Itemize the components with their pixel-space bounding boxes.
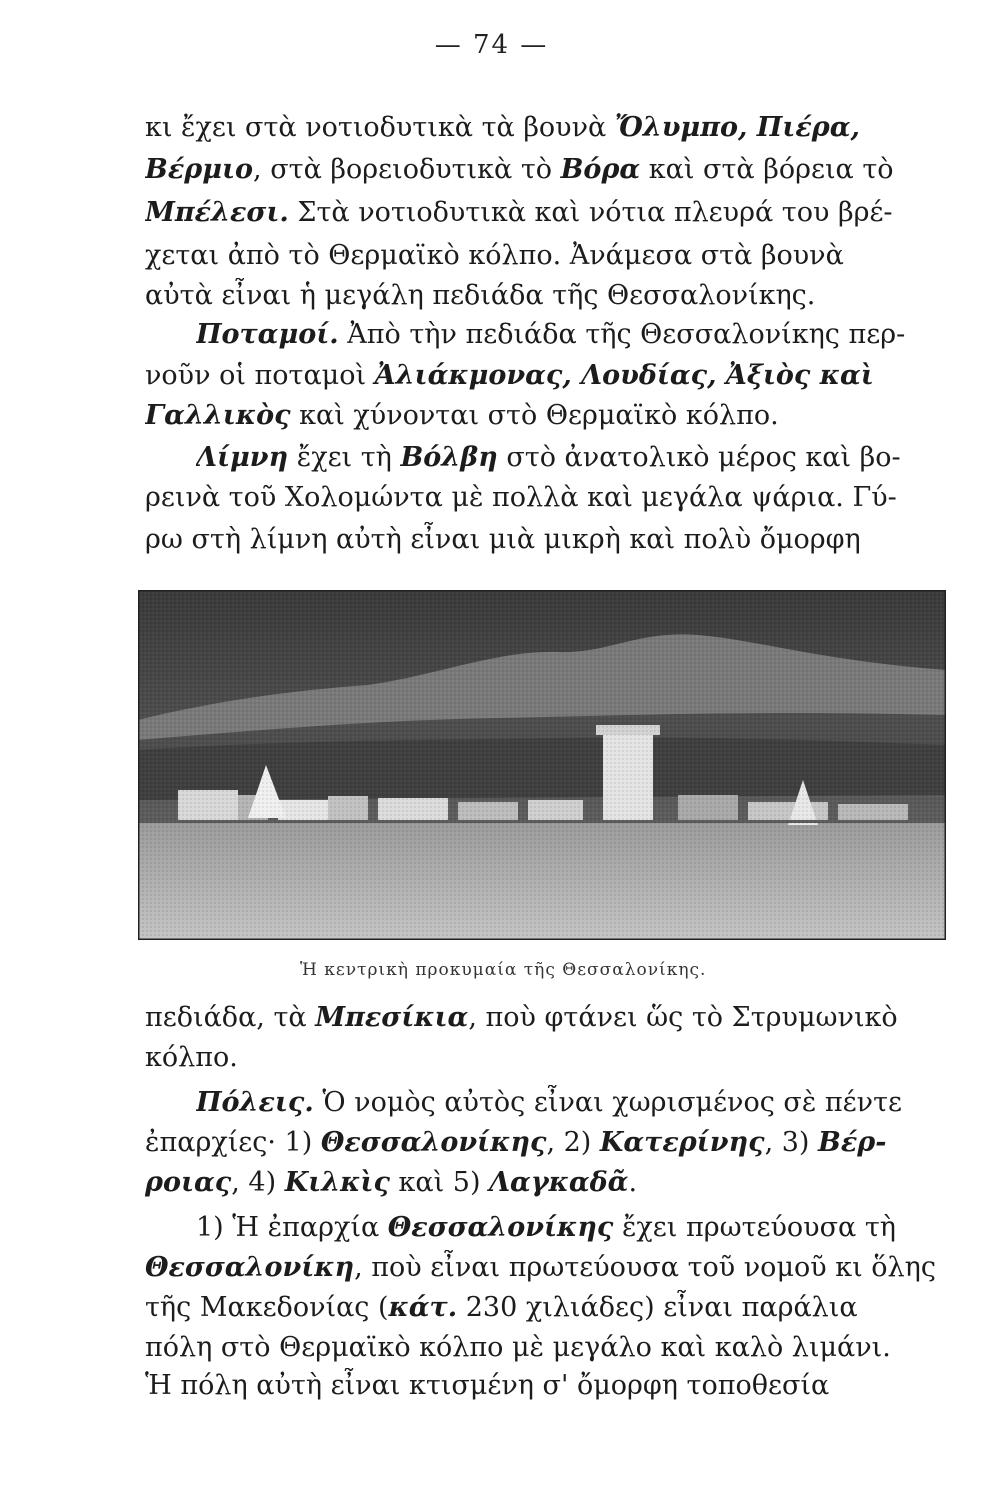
emphasized-term: ροιας	[145, 1167, 232, 1198]
text-line: ρεινὰ τοῦ Χολομώντα μὲ πολλὰ καὶ μεγάλα ψάρια. Γύ-	[145, 482, 897, 513]
harbor-photo	[138, 590, 946, 940]
emphasized-term: Ὄλυμπο, Πιέρα,	[614, 112, 860, 143]
emphasized-term: Μπέλεσι.	[145, 197, 289, 228]
text-line: Λίμνη ἔχει τὴ Βόλβη στὸ ἀνατολικὸ μέρος καὶ βο-	[196, 442, 901, 473]
text-line: κόλπο.	[145, 1042, 238, 1073]
text-line: Ποταμοί. Ἀπὸ τὴν πεδιάδα τῆς Θεσσαλονίκης περ-	[196, 319, 906, 350]
text-line: κι ἔχει στὰ νοτιοδυτικὰ τὰ βουνὰ Ὄλυμπο, Πιέρα,	[145, 112, 860, 143]
emphasized-term: Βέρμιο	[145, 154, 254, 185]
text-line: τῆς Μακεδονίας (κάτ. 230 χιλιάδες) εἶναι παράλια	[145, 1292, 858, 1323]
text-line: Μπέλεσι. Στὰ νοτιοδυτικὰ καὶ νότια πλευρά του βρέ-	[145, 197, 893, 228]
text-line: Ἡ πόλη αὐτὴ εἶναι κτισμένη σ' ὄμορφη τοποθεσία	[145, 1370, 830, 1401]
emphasized-term: Θεσσαλονίκης	[387, 1212, 614, 1243]
emphasized-term: Βέρ-	[818, 1127, 887, 1158]
emphasized-term: Κατερίνης	[599, 1127, 765, 1158]
emphasized-term: Λαγκαδᾶ	[489, 1167, 629, 1198]
photo-caption: Ἡ κεντρικὴ προκυμαία τῆς Θεσσαλονίκης.	[300, 960, 707, 980]
emphasized-term: Πόλεις.	[196, 1087, 314, 1118]
emphasized-term: Μπεσίκια	[315, 1002, 469, 1033]
emphasized-term: κάτ.	[388, 1292, 458, 1323]
emphasized-term: Λίμνη	[196, 442, 289, 473]
emphasized-term: Βόρα	[560, 154, 641, 185]
emphasized-term: Κιλκὶς	[284, 1167, 390, 1198]
text-line: Πόλεις. Ὁ νομὸς αὐτὸς εἶναι χωρισμένος σὲ πέντε	[196, 1087, 903, 1118]
emphasized-term: Θεσσαλονίκης	[320, 1127, 547, 1158]
emphasized-term: Ἀλιάκμονας, Λουδίας, Ἀξιὸς καὶ	[374, 360, 874, 391]
text-line: Γαλλικὸς καὶ χύνονται στὸ Θερμαϊκὸ κόλπο.	[145, 400, 779, 431]
text-line: πόλη στὸ Θερμαϊκὸ κόλπο μὲ μεγάλο καὶ καλὸ λιμάνι.	[145, 1332, 891, 1363]
emphasized-term: Βόλβη	[400, 442, 498, 473]
text-line: χεται ἀπὸ τὸ Θερμαϊκὸ κόλπο. Ἀνάμεσα στὰ βουνὰ	[145, 240, 844, 271]
text-line: ρω στὴ λίμνη αὐτὴ εἶναι μιὰ μικρὴ καὶ πολὺ ὄμορφη	[145, 524, 861, 555]
text-line: Θεσσαλονίκη, ποὺ εἶναι πρωτεύουσα τοῦ νομοῦ κι ὅλης	[145, 1252, 936, 1283]
emphasized-term: Ποταμοί.	[196, 319, 339, 350]
text-line: ροιας, 4) Κιλκὶς καὶ 5) Λαγκαδᾶ.	[145, 1167, 638, 1198]
text-line: αὐτὰ εἶναι ἡ μεγάλη πεδιάδα τῆς Θεσσαλονίκης.	[145, 280, 816, 311]
text-line: ἐπαρχίες· 1) Θεσσαλονίκης, 2) Κατερίνης, 3) Βέρ-	[145, 1127, 887, 1158]
emphasized-term: Γαλλικὸς	[145, 400, 291, 431]
text-line: νοῦν οἱ ποταμοὶ Ἀλιάκμονας, Λουδίας, Ἀξιὸς καὶ	[145, 360, 874, 391]
page-number: — 74 —	[434, 30, 549, 60]
text-line: 1) Ἡ ἐπαρχία Θεσσαλονίκης ἔχει πρωτεύουσα τὴ	[196, 1212, 896, 1243]
text-line: πεδιάδα, τὰ Μπεσίκια, ποὺ φτάνει ὥς τὸ Στρυμωνικὸ	[145, 1002, 898, 1033]
emphasized-term: Θεσσαλονίκη	[145, 1252, 355, 1283]
text-line: Βέρμιο, στὰ βορειοδυτικὰ τὸ Βόρα καὶ στὰ βόρεια τὸ	[145, 154, 894, 185]
